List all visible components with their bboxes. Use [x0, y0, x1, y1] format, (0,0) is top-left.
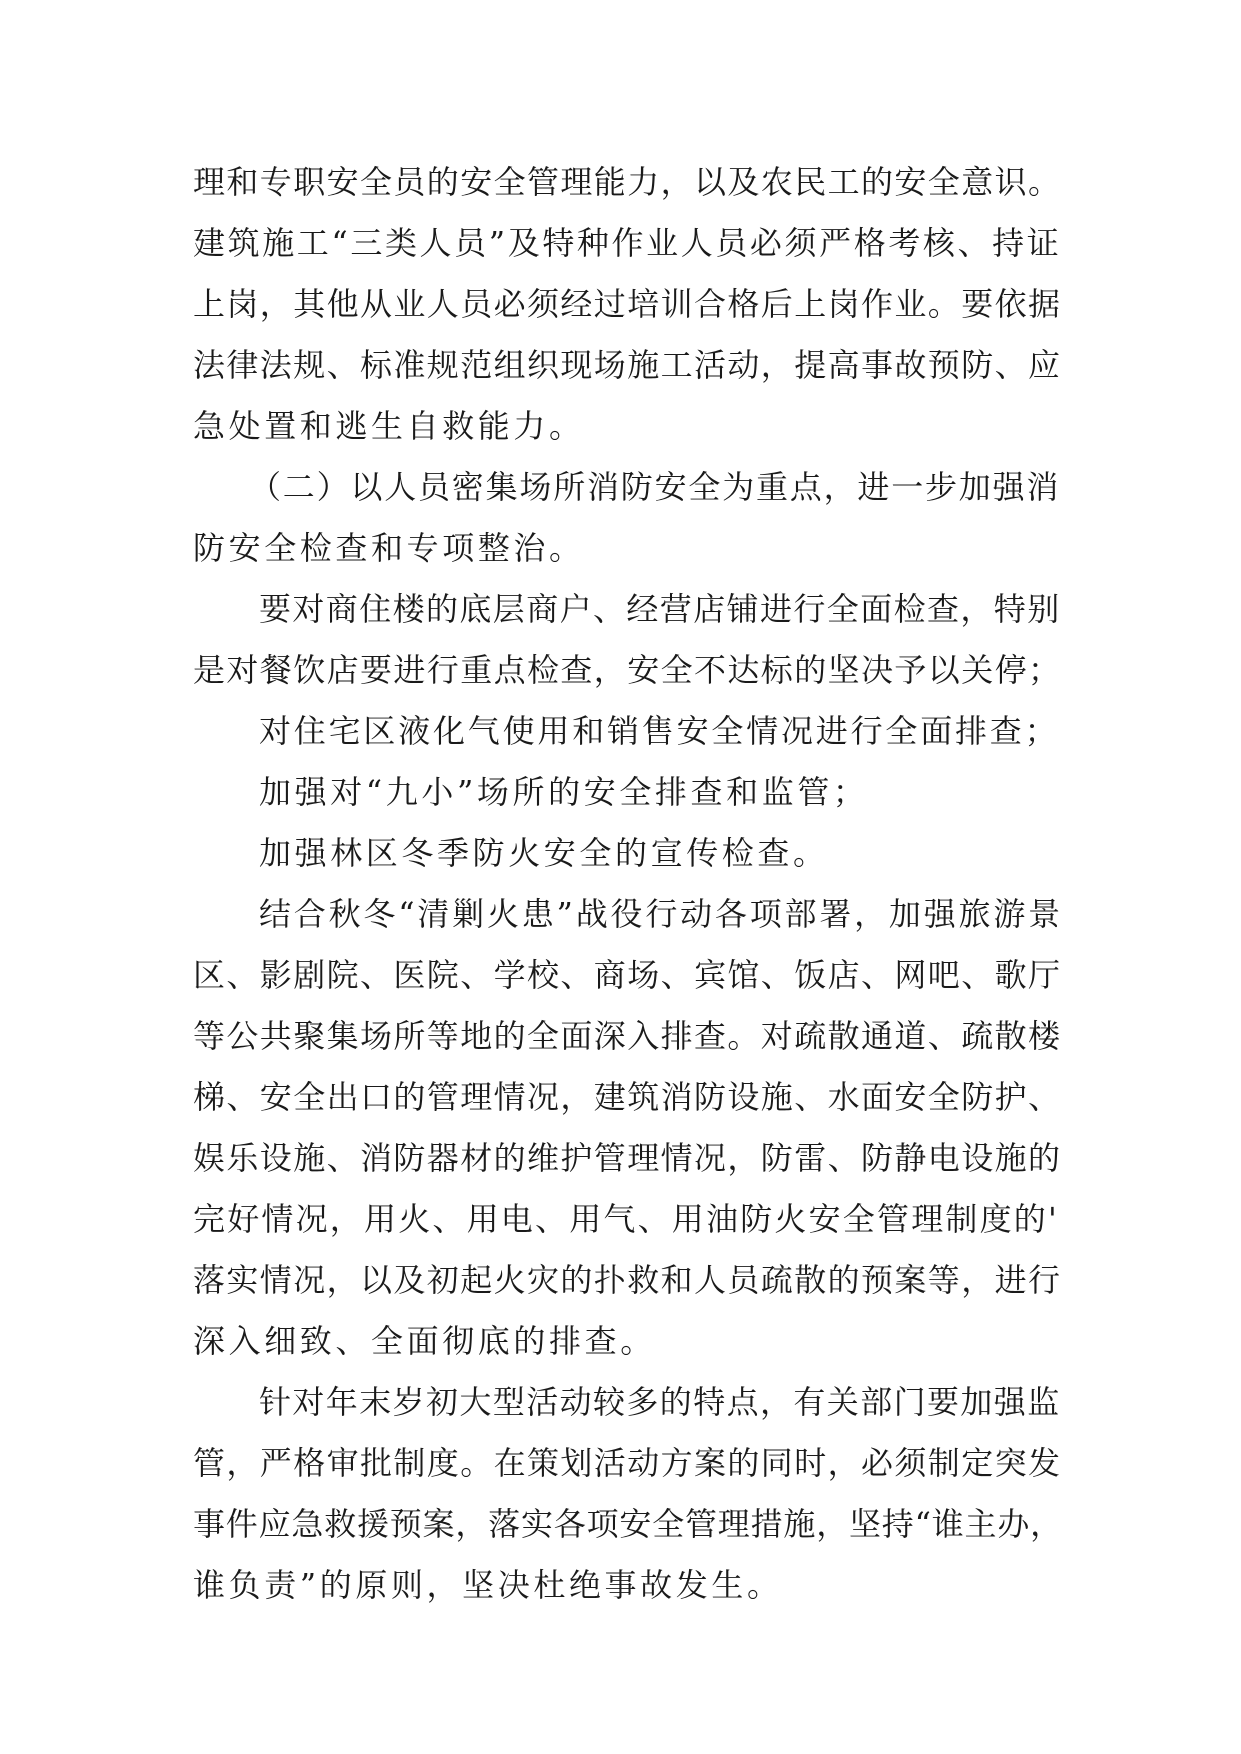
text-line: 深入细致、全面彻底的排查。 [193, 1322, 656, 1360]
text-line: 对住宅区液化气使用和销售安全情况进行全面排查； [259, 712, 1060, 750]
text-line: 法律法规、标准规范组织现场施工活动，提高事故预防、应 [193, 346, 1062, 384]
text-line: 完好情况，用火、用电、用气、用油防火安全管理制度的' [193, 1200, 1059, 1238]
text-line: 事件应急救援预案，落实各项安全管理措施，坚持“谁主办， [193, 1505, 1063, 1543]
text-line: 谁负责”的原则，坚决杜绝事故发生。 [193, 1566, 783, 1604]
text-line: 结合秋冬“清剿火患”战役行动各项部署，加强旅游景 [259, 895, 1063, 933]
section-heading-line: 防安全检查和专项整治。 [193, 529, 585, 567]
text-line: 区、影剧院、医院、学校、商场、宾馆、饭店、网吧、歌厅 [193, 956, 1062, 994]
text-line: 要对商住楼的底层商户、经营店铺进行全面检查，特别 [259, 590, 1061, 628]
text-line: 等公共聚集场所等地的全面深入排查。对疏散通道、疏散楼 [193, 1017, 1062, 1055]
text-line: 急处置和逃生自救能力。 [193, 407, 585, 445]
text-line: 是对餐饮店要进行重点检查，安全不达标的坚决予以关停； [193, 651, 1062, 689]
text-line: 建筑施工“三类人员”及特种作业人员必须严格考核、持证 [193, 224, 1062, 262]
text-line: 上岗，其他从业人员必须经过培训合格后上岗作业。要依据 [193, 285, 1062, 323]
text-line: 梯、安全出口的管理情况，建筑消防设施、水面安全防护、 [193, 1078, 1062, 1116]
text-line: 针对年末岁初大型活动较多的特点，有关部门要加强监 [259, 1383, 1061, 1421]
body-text [193, 152, 1063, 1616]
text-line: 落实情况，以及初起火灾的扑救和人员疏散的预案等，进行 [193, 1261, 1062, 1299]
text-line: 理和专职安全员的安全管理能力，以及农民工的安全意识。 [193, 163, 1062, 201]
section-heading-line: （二）以人员密集场所消防安全为重点，进一步加强消 [249, 468, 1061, 506]
text-line: 管，严格审批制度。在策划活动方案的同时，必须制定突发 [193, 1444, 1062, 1482]
text-line: 加强对“九小”场所的安全排查和监管； [259, 773, 869, 811]
text-line: 加强林区冬季防火安全的宣传检查。 [259, 834, 829, 872]
text-line: 娱乐设施、消防器材的维护管理情况，防雷、防静电设施的 [193, 1139, 1062, 1177]
